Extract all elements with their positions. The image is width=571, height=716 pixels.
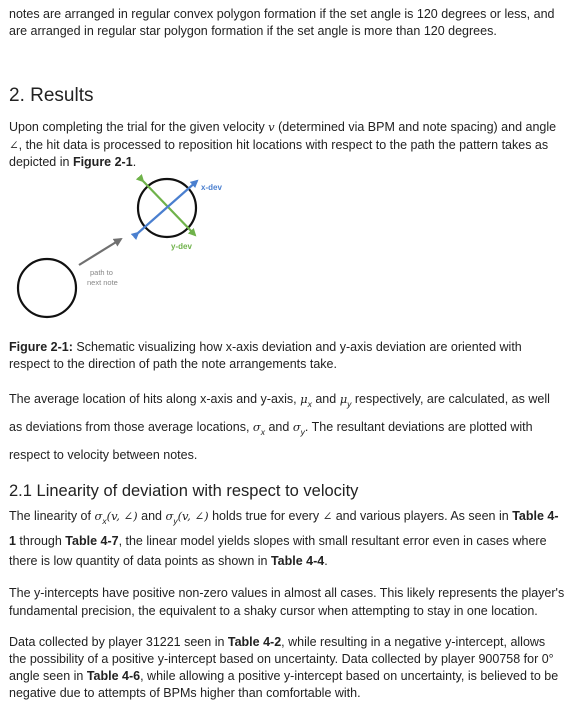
path-arrow: [79, 239, 121, 265]
x-dev-arrow: [138, 181, 197, 233]
linearity-paragraph-1: The linearity of $\sigma_x(v$, ∠) and $\sigma_y(v$, ∠) holds true for every ∠ and various players. As seen in Table 4-1 through Table 4-7, the linear model yields slopes with small resultant error even in cases where there is low quantity of data points as shown in Table 4-4.: [9, 509, 559, 569]
results-heading: 2. Results: [9, 85, 94, 107]
linearity-heading: 2.1 Linearity of deviation with respect to velocity: [9, 482, 359, 501]
intro-paragraph: notes are arranged in regular convex polygon formation if the set angle is 120 degrees or less, and are arranged in regular star polygon formation if the set angle is more than 120 degrees.: [9, 7, 555, 39]
table-reference: Table 4-7: [65, 534, 119, 549]
angle-symbol: ∠: [9, 137, 19, 152]
velocity-symbol: v: [268, 120, 275, 135]
table-reference: Table 4-2: [227, 634, 282, 649]
document-body: [9, 6, 565, 703]
figure-caption: Figure 2-1: Schematic visualizing how x-axis deviation and y-axis deviation are oriented with respect to the direction of path the note arrangements take.: [9, 340, 522, 372]
start-note-circle: [18, 259, 76, 317]
table-reference: Table 4-6: [86, 669, 141, 684]
figure-reference: Figure 2-1: [72, 154, 133, 169]
y-dev-label: y-dev: [171, 242, 192, 252]
path-label-line-1: path to: [90, 268, 113, 278]
linearity-paragraph-2: The y-intercepts have positive non-zero values in almost all cases. This likely represents the player's fundamental precision, the equivalent to a shaky cursor when attempting to stay in one location.: [9, 586, 565, 618]
table-reference: Table 4-1: [9, 509, 559, 549]
table-reference: Table 4-4: [270, 554, 325, 569]
results-paragraph-1: Upon completing the trial for the given velocity v (determined via BPM and note spacing) and angle ∠, the hit data is processed to reposition hit locations with respect to the path the pattern takes as depicted in Figure 2-1.: [9, 120, 557, 169]
linearity-paragraph-3: Data collected by player 31221 seen in Table 4-2, while resulting in a negative y-intercept, allows the possibility of a positive y-intercept based on uncertainty. Data collected by player 900758 for 0° angle seen in Table 4-6, while allowing a positive y-intercept based on uncertainty, is believed to be negative due to attempts of BPMs higher than comfortable with.: [9, 634, 559, 701]
path-label-line-2: next note: [87, 278, 118, 288]
figure-2-1: [9, 171, 565, 339]
x-dev-label: x-dev: [201, 183, 222, 193]
results-paragraph-2: The average location of hits along x-axis and y-axis, $\mu_x$ and $\mu_y$ respectively, are calculated, as well as deviations from those average locations, $\sigma_x$ and $\sigma_y$. The resultant deviations are plotted with respect to velocity between notes.: [9, 392, 550, 463]
deviation-schematic: [9, 171, 269, 339]
